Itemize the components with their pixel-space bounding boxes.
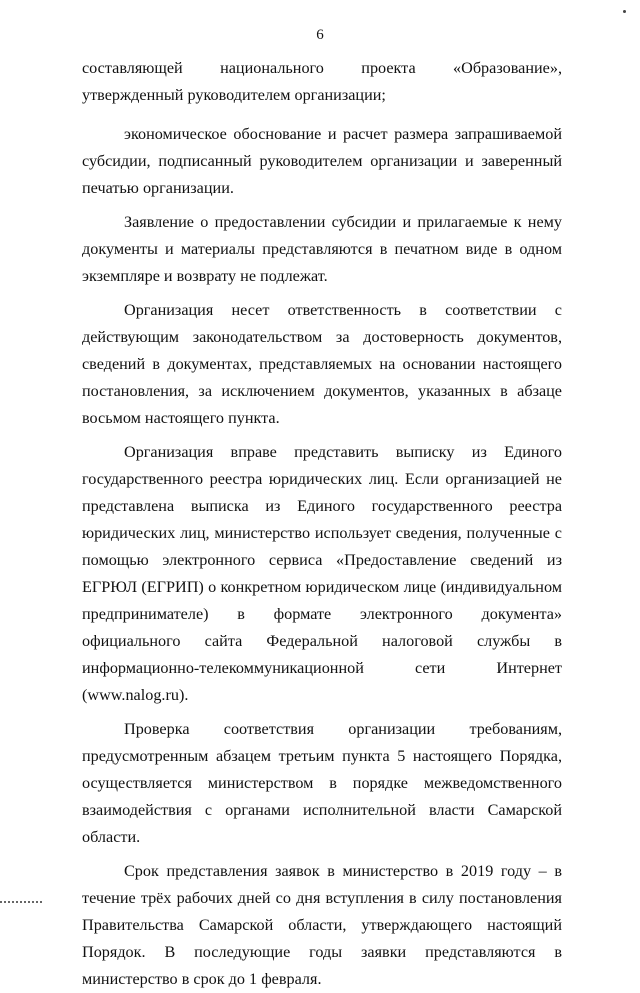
paragraph-organization-responsibility: Организация несет ответственность в соответствии с действующим законодательством за достоверность документов, сведений в документах, представляемых на основании настоящего постановления, за исключением документов, указанных в абзаце восьмом настоящего пункта. <box>82 301 562 427</box>
paragraph-economic-justification: экономическое обоснование и расчет размера запрашиваемой субсидии, подписанный руководителем организации и заверенный печатью организации. <box>82 125 562 197</box>
paragraph-application-submission: Заявление о предоставлении субсидии и прилагаемые к нему документы и материалы представляются в печатном виде в одном экземпляре и возврату не подлежат. <box>82 213 562 285</box>
scan-dot-mark <box>623 10 626 13</box>
scan-edge-mark <box>0 901 44 903</box>
paragraph-compliance-check: Проверка соответствия организации требованиям, предусмотренным абзацем третьим пункта 5 настоящего Порядка, осуществляется министерством в порядке межведомственного взаимодействия с органами исполнительной власти Самарской области. <box>82 720 562 846</box>
paragraph-egrul-extract: Организация вправе представить выписку из Единого государственного реестра юридических лиц. Если организацией не представлена выписка из Единого государственного реестра юридических лиц, министерство использует сведения, полученные с помощью электронного сервиса «Предоставление сведений из ЕГРЮЛ (ЕГРИП) о конкретном юридическом лице (индивидуальном предпринимателе) в формате электронного документа» официального сайта Федеральной налоговой службы в информационно-телекоммуникационной сети Интернет (www.nalog.ru). <box>82 443 562 704</box>
paragraph-continuation: составляющей национального проекта «Образование», утвержденный руководителем организации; <box>82 59 562 104</box>
paragraph-application-deadline: Срок представления заявок в министерство в 2019 году – в течение трёх рабочих дней со дня вступления в силу постановления Правительства Самарской области, утверждающего настоящий Порядок. В последующие годы заявки представляются в министерство в срок до 1 февраля. <box>82 862 562 988</box>
page-number: 6 <box>316 27 324 43</box>
document-body <box>82 55 562 993</box>
